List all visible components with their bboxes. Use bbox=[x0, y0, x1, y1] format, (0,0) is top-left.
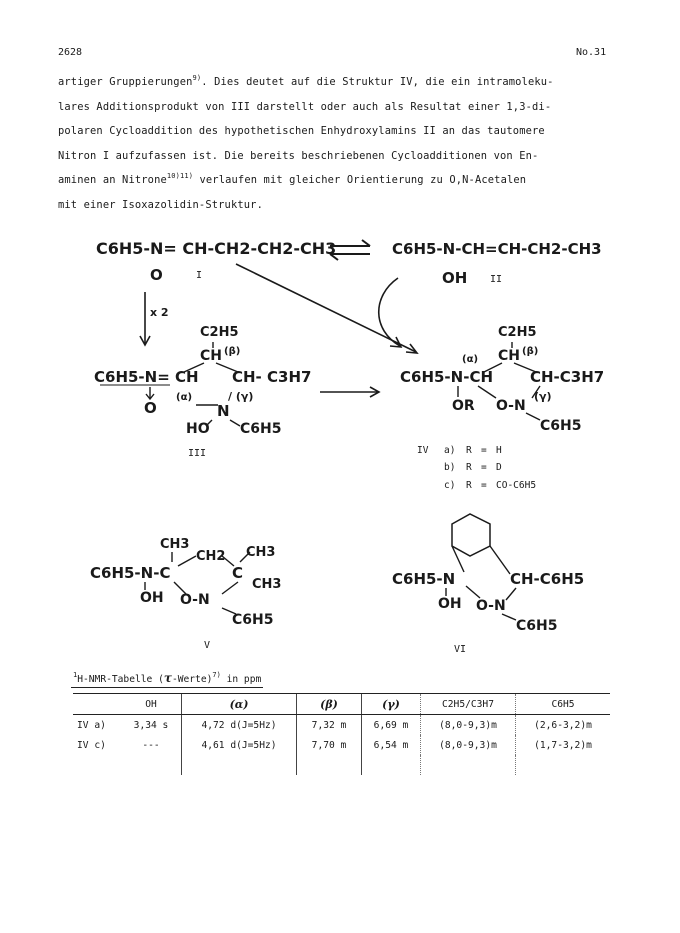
nitrone-fragment: C6H5-N= CH bbox=[94, 368, 199, 386]
label-VI: VI bbox=[454, 644, 467, 655]
methyl-top: CH3 bbox=[160, 537, 190, 552]
alpha-marker: (α) bbox=[462, 354, 479, 365]
journal-issue-number: No.31 bbox=[576, 47, 607, 58]
v-right-carbon: C bbox=[232, 564, 244, 582]
text-line: mit einer Isoxazolidin-Struktur. bbox=[58, 198, 263, 211]
variant-eq: = bbox=[481, 445, 487, 456]
table-cell: 6,69 m bbox=[362, 715, 421, 736]
table-cell: 4,61 d(J=5Hz) bbox=[182, 735, 297, 755]
ethyl-substituent: C2H5 bbox=[498, 325, 537, 340]
label-II: II bbox=[490, 274, 503, 285]
title-text: H-NMR-Tabelle ( bbox=[77, 674, 164, 685]
footnote-ref: 10)11) bbox=[166, 172, 194, 180]
text-line: lares Additionsprodukt von III darstellt oder auch als Resultat einer 1,3-di- bbox=[58, 100, 552, 113]
variant-r: R bbox=[466, 480, 472, 491]
table-cell: (8,0-9,3)m bbox=[421, 715, 516, 736]
column-header: C6H5 bbox=[516, 694, 611, 715]
beta-marker: (β) bbox=[224, 346, 241, 357]
table-title bbox=[73, 671, 261, 685]
formula-II: C6H5-N-CH=CH-CH2-CH3 bbox=[392, 240, 602, 258]
iv-variants bbox=[417, 445, 536, 491]
column-header: OH bbox=[121, 694, 182, 715]
vi-right-fragment: CH-C6H5 bbox=[510, 570, 585, 588]
curved-arrow bbox=[379, 278, 401, 347]
vi-left-fragment: C6H5-N bbox=[392, 570, 456, 588]
title-text: in ppm bbox=[220, 674, 262, 685]
footnote-ref: 9) bbox=[192, 74, 202, 82]
beta-marker: (β) bbox=[522, 346, 539, 357]
methylene: CH2 bbox=[196, 549, 226, 564]
title-underline bbox=[71, 687, 263, 688]
text-segment: verlaufen mit gleicher Orientierung zu O,N-Acetalen bbox=[193, 174, 527, 186]
table-row-spacer bbox=[73, 755, 610, 775]
ring-o-n: O-N bbox=[180, 592, 210, 608]
variant-eq: = bbox=[481, 480, 487, 491]
cyclohexane-ring bbox=[452, 514, 490, 556]
cycloaddition-arrow bbox=[236, 264, 417, 353]
text-line: Nitron I aufzufassen ist. Die bereits beschriebenen Cycloadditionen von En- bbox=[58, 149, 539, 162]
column-header: (γ) bbox=[362, 694, 421, 715]
table-cell: 6,54 m bbox=[362, 735, 421, 755]
table-header-row bbox=[73, 694, 610, 715]
nitrogen-III: N bbox=[217, 402, 230, 420]
formula-I: C6H5-N= CH-CH2-CH2-CH3 bbox=[96, 239, 337, 258]
v-left-fragment: C6H5-N-C bbox=[90, 564, 171, 582]
table-cell: 3,34 s bbox=[133, 719, 169, 731]
variant-key: c) bbox=[444, 480, 456, 491]
phenyl-III: C6H5 bbox=[240, 421, 282, 437]
label-V: V bbox=[204, 640, 211, 651]
gamma-marker: (γ) bbox=[534, 390, 552, 403]
or-group: OR bbox=[452, 398, 475, 414]
nmr-table bbox=[73, 693, 610, 775]
table-cell: --- bbox=[142, 739, 160, 751]
gamma-marker: / (γ) bbox=[228, 390, 254, 403]
column-header bbox=[73, 694, 121, 715]
dimerization-arrow bbox=[140, 292, 150, 345]
compound-II bbox=[392, 240, 602, 287]
footnote-ref: 7) bbox=[212, 671, 221, 679]
compound-I bbox=[96, 239, 336, 284]
propyl-fragment: CH- C3H7 bbox=[232, 368, 312, 386]
table-cell: (1,7-3,2)m bbox=[516, 735, 611, 755]
text-line: polaren Cycloaddition des hypothetischen Enhydroxylamins II an das tautomere bbox=[58, 125, 545, 137]
phenyl-IV: C6H5 bbox=[540, 418, 582, 434]
variant-r: R bbox=[466, 462, 472, 473]
variant-value: D bbox=[496, 462, 502, 473]
variant-key: b) bbox=[444, 462, 456, 473]
page-number: 2628 bbox=[58, 47, 83, 58]
table-cell: IV c) bbox=[77, 739, 106, 751]
title-superscript: 1 bbox=[73, 671, 78, 679]
table-row bbox=[73, 735, 610, 755]
hydroxyl-VI: OH bbox=[438, 596, 462, 612]
oxygen-I: O bbox=[150, 266, 163, 284]
ring-o-n: O-N bbox=[476, 598, 506, 614]
reaction-arrow bbox=[320, 387, 379, 397]
ring-left-fragment: C6H5-N-CH bbox=[400, 368, 494, 386]
column-header: C2H5/C3H7 bbox=[421, 694, 516, 715]
label-IV: IV bbox=[417, 445, 429, 456]
phenyl-V: C6H5 bbox=[232, 612, 274, 628]
hydroxyl-II: OH bbox=[442, 269, 468, 287]
compound-IV bbox=[400, 325, 604, 434]
ring-o-n: O-N bbox=[496, 398, 526, 414]
hydroxyl-V: OH bbox=[140, 590, 164, 606]
label-III: III bbox=[188, 448, 207, 459]
variant-value: CO-C6H5 bbox=[496, 480, 537, 491]
methyl-right: CH3 bbox=[252, 577, 282, 592]
variant-value: H bbox=[496, 445, 502, 456]
table-cell: IV a) bbox=[77, 719, 106, 731]
compound-VI bbox=[392, 514, 584, 655]
column-header: (α) bbox=[182, 694, 297, 715]
variant-r: R bbox=[466, 445, 472, 456]
variant-eq: = bbox=[481, 462, 487, 473]
table-cell: 7,32 m bbox=[297, 715, 362, 736]
methyl-right-top: CH3 bbox=[246, 545, 276, 560]
hydroxyl-III: HO bbox=[186, 421, 210, 437]
table-row bbox=[73, 715, 610, 736]
table-cell: (8,0-9,3)m bbox=[421, 735, 516, 755]
ch-beta: CH bbox=[200, 348, 222, 364]
text-segment: aminen an Nitrone bbox=[58, 174, 167, 186]
propyl-fragment: CH-C3H7 bbox=[530, 368, 605, 386]
phenyl-VI: C6H5 bbox=[516, 618, 558, 634]
column-header: (β) bbox=[297, 694, 362, 715]
table-cell: 4,72 d(J=5Hz) bbox=[182, 715, 297, 736]
label-I: I bbox=[196, 270, 203, 281]
ch-beta: CH bbox=[498, 348, 520, 364]
text-segment: . Dies deutet auf die Struktur IV, die ein intramoleku- bbox=[201, 76, 554, 88]
title-text: -Werte) bbox=[171, 674, 213, 685]
table-cell: 7,70 m bbox=[297, 735, 362, 755]
ethyl-substituent: C2H5 bbox=[200, 325, 239, 340]
compound-III bbox=[94, 325, 311, 459]
tau-symbol: τ bbox=[163, 671, 172, 685]
text-segment: artiger Gruppierungen bbox=[58, 76, 193, 88]
alpha-marker: (α) bbox=[176, 392, 193, 403]
dimerization-label: x 2 bbox=[150, 306, 169, 319]
table-cell: (2,6-3,2)m bbox=[516, 715, 611, 736]
variant-key: a) bbox=[444, 445, 456, 456]
oxygen-III: O bbox=[144, 399, 157, 417]
